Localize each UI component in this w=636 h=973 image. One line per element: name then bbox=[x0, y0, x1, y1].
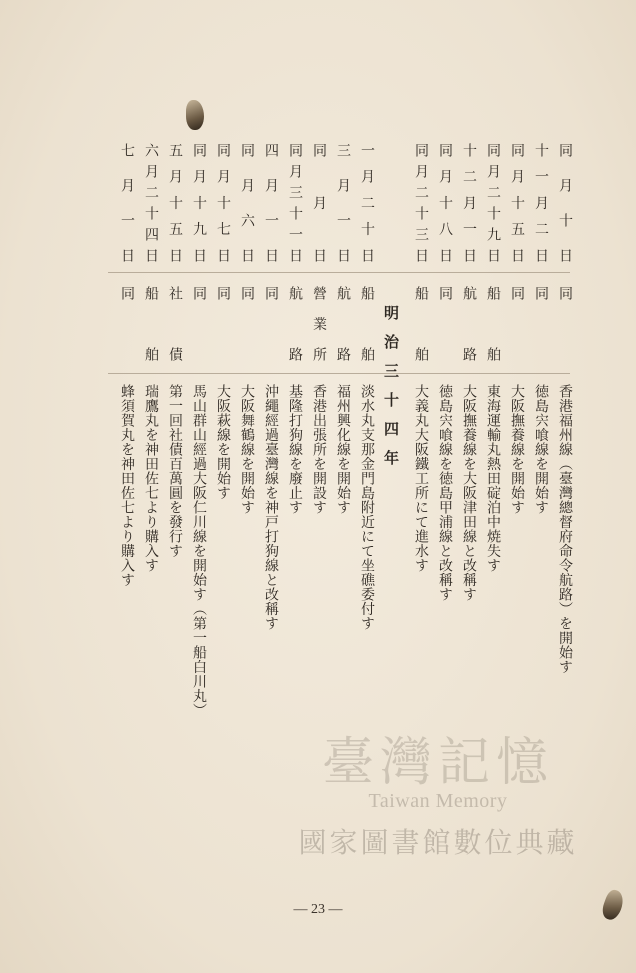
entry-date: 同月十九日 bbox=[191, 143, 207, 263]
watermark-english: Taiwan Memory bbox=[368, 790, 508, 813]
entry-text: 徳島宍喰線を徳島甲浦線と改稱す bbox=[437, 384, 453, 602]
watermark-library: 國家圖書館數位典藏 bbox=[298, 826, 578, 860]
entry-date: 四月一日 bbox=[263, 143, 279, 263]
entry-text: 香港出張所を開設す bbox=[311, 384, 327, 515]
entry-text: 大阪撫養線を大阪津田線と改稱す bbox=[461, 384, 477, 602]
entry-type: 船舶 bbox=[413, 286, 429, 362]
entry-type: 航路 bbox=[287, 286, 303, 362]
entry-date: 十二月一日 bbox=[461, 143, 477, 263]
entry-type: 同 bbox=[239, 286, 255, 301]
entry-type: 同 bbox=[191, 286, 207, 301]
paper-blemish bbox=[186, 100, 204, 130]
entry-date: 十一月二日 bbox=[533, 143, 549, 263]
entry-type: 同 bbox=[437, 286, 453, 301]
entry-text: 蜂須賀丸を神田佐七より購入す bbox=[119, 384, 135, 587]
entry-text: 香港福州線（臺灣總督府命令航路）を開始す bbox=[557, 384, 573, 674]
entry-text: 大阪撫養線を開始す bbox=[509, 384, 525, 515]
entry-type: 同 bbox=[557, 286, 573, 301]
entry-type: 船舶 bbox=[143, 286, 159, 362]
entry-text: 大阪舞鶴線を開始す bbox=[239, 384, 255, 515]
entry-text: 瑞鷹丸を神田佐七より購入す bbox=[143, 384, 159, 573]
entry-text: 基隆打狗線を廢止す bbox=[287, 384, 303, 515]
entry-text: 大義丸大阪鐵工所にて進水す bbox=[413, 384, 429, 573]
entry-type: 同 bbox=[509, 286, 525, 301]
entry-date: 同月十七日 bbox=[215, 143, 231, 263]
table-rule bbox=[108, 272, 570, 273]
entry-date: 同月十五日 bbox=[509, 143, 525, 263]
entry-type: 船舶 bbox=[359, 286, 375, 362]
entry-date: 同月日 bbox=[311, 143, 327, 263]
table-rule bbox=[108, 373, 570, 374]
watermark bbox=[268, 735, 608, 861]
entry-text: 徳島宍喰線を開始す bbox=[533, 384, 549, 515]
entry-date: 同月三十一日 bbox=[287, 143, 303, 263]
entry-date: 同月二十九日 bbox=[485, 143, 501, 263]
entry-text: 馬山群山經過大阪仁川線を開始す（第一船白川丸） bbox=[191, 384, 207, 718]
entry-text: 沖繩經過臺灣線を神戸打狗線と改稱す bbox=[263, 384, 279, 631]
entry-type: 同 bbox=[215, 286, 231, 301]
entry-date: 三月一日 bbox=[335, 143, 351, 263]
entry-date: 同月十日 bbox=[557, 143, 573, 263]
entry-text: 第一回社債百萬圓を發行す bbox=[167, 384, 183, 558]
entry-text: 大阪萩線を開始す bbox=[215, 384, 231, 500]
page-number: — 23 — bbox=[293, 902, 343, 917]
watermark-title: 臺灣記憶 bbox=[321, 733, 554, 793]
entry-type: 同 bbox=[263, 286, 279, 301]
entry-date: 五月十五日 bbox=[167, 143, 183, 263]
entry-type: 同 bbox=[533, 286, 549, 301]
era-heading: 明治三十四年 bbox=[382, 305, 400, 479]
entry-date: 六月二十四日 bbox=[143, 143, 159, 263]
entry-text: 福州興化線を開始す bbox=[335, 384, 351, 515]
entry-type: 船舶 bbox=[485, 286, 501, 362]
entry-date: 同月六日 bbox=[239, 143, 255, 263]
entry-date: 一月二十日 bbox=[359, 143, 375, 263]
entry-date: 同月二十三日 bbox=[413, 143, 429, 263]
entry-date: 同月十八日 bbox=[437, 143, 453, 263]
entry-type: 營業所 bbox=[311, 286, 327, 362]
entry-type: 航路 bbox=[461, 286, 477, 362]
entry-type: 同 bbox=[119, 286, 135, 301]
entry-date: 七月一日 bbox=[119, 143, 135, 263]
entry-text: 東海運輸丸熱田碇泊中焼失す bbox=[485, 384, 501, 573]
entry-type: 社債 bbox=[167, 286, 183, 362]
entry-text: 淡水丸支那金門島附近にて坐礁委付す bbox=[359, 384, 375, 631]
entry-type: 航路 bbox=[335, 286, 351, 362]
